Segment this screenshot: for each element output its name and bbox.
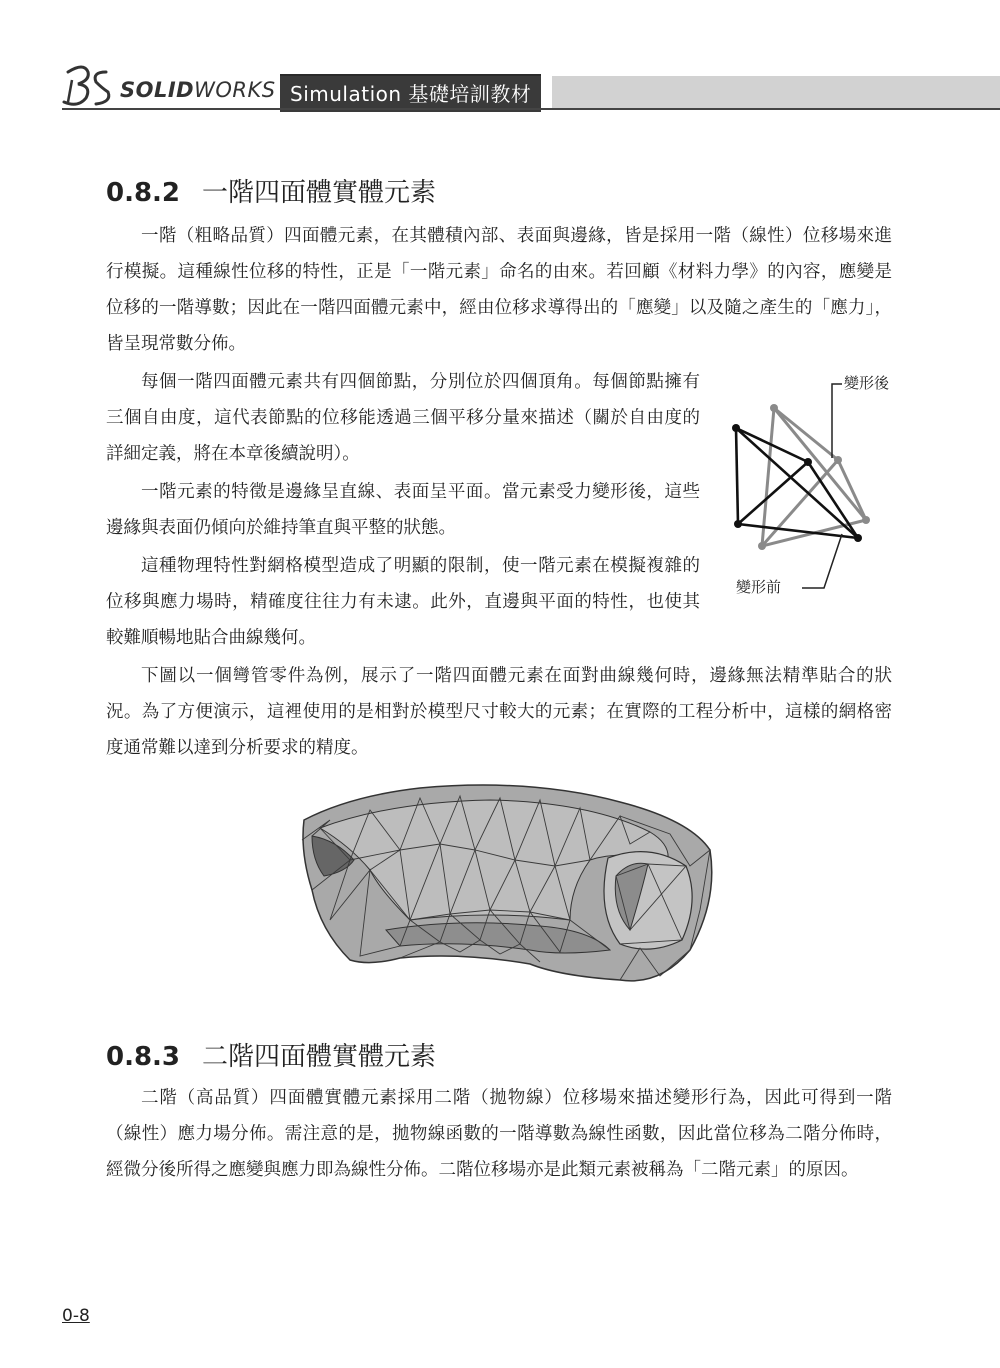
section-heading-0-8-2 bbox=[106, 172, 436, 209]
tetrahedron-deformation-figure bbox=[712, 362, 912, 602]
page-number: 0-8 bbox=[62, 1306, 90, 1326]
undeformed-label: 變形前 bbox=[736, 578, 782, 596]
section-title: 一階四面體實體元素 bbox=[202, 178, 437, 208]
header-title: Simulation 基礎培訓教材 bbox=[280, 74, 541, 112]
undeformed-tetrahedron bbox=[736, 428, 858, 538]
paragraph: 一階（粗略品質）四面體元素，在其體積內部、表面與邊緣，皆是採用一階（線性）位移場來進行模擬。這種線性位移的特性，正是「一階元素」命名的由來。若回顧《材料力學》的內容，應變是位移的一階導數；因此在一階四面體元素中，經由位移求導得出的「應變」以及隨之產生的「應力」，皆呈現常數分佈。 bbox=[106, 226, 892, 354]
paragraph: 一階元素的特徵是邊緣呈直線、表面呈平面。當元素受力變形後，這些邊緣與表面仍傾向於維持筆直與平整的狀態。 bbox=[106, 482, 700, 538]
section-heading-0-8-3 bbox=[106, 1036, 436, 1073]
deformed-leader-line bbox=[832, 384, 842, 458]
section-number: 0.8.3 bbox=[106, 1042, 181, 1072]
curved-pipe-mesh-figure bbox=[290, 780, 730, 990]
3ds-logo-icon bbox=[62, 62, 118, 108]
deformed-label: 變形後 bbox=[844, 374, 890, 392]
header-gray-band bbox=[552, 76, 1000, 110]
section-title: 二階四面體實體元素 bbox=[202, 1042, 437, 1072]
paragraph: 這種物理特性對網格模型造成了明顯的限制，使一階元素在模擬複雜的位移與應力場時，精確度往往力有未逮。此外，直邊與平面的特性，也使其較難順暢地貼合曲線幾何。 bbox=[106, 556, 700, 648]
solidworks-logo-text: SOLIDWORKS bbox=[120, 78, 276, 102]
undeformed-leader-line bbox=[802, 534, 842, 588]
paragraph: 下圖以一個彎管零件為例，展示了一階四面體元素在面對曲線幾何時，邊緣無法精準貼合的狀況。為了方便演示，這裡使用的是相對於模型尺寸較大的元素；在實際的工程分析中，這樣的網格密度通常難以達到分析要求的精度。 bbox=[106, 666, 892, 758]
header-rule bbox=[62, 108, 1000, 110]
paragraph: 每個一階四面體元素共有四個節點，分別位於四個頂角。每個節點擁有三個自由度，這代表節點的位移能透過三個平移分量來描述（關於自由度的詳細定義，將在本章後續說明）。 bbox=[106, 372, 700, 464]
section-number: 0.8.2 bbox=[106, 178, 181, 208]
page-header bbox=[0, 58, 1000, 110]
paragraph: 二階（高品質）四面體實體元素採用二階（拋物線）位移場來描述變形行為，因此可得到一階（線性）應力場分佈。需注意的是，拋物線函數的一階導數為線性函數，因此當位移為二階分佈時，經微分後所得之應變與應力即為線性分佈。二階位移場亦是此類元素被稱為「二階元素」的原因。 bbox=[106, 1088, 892, 1180]
